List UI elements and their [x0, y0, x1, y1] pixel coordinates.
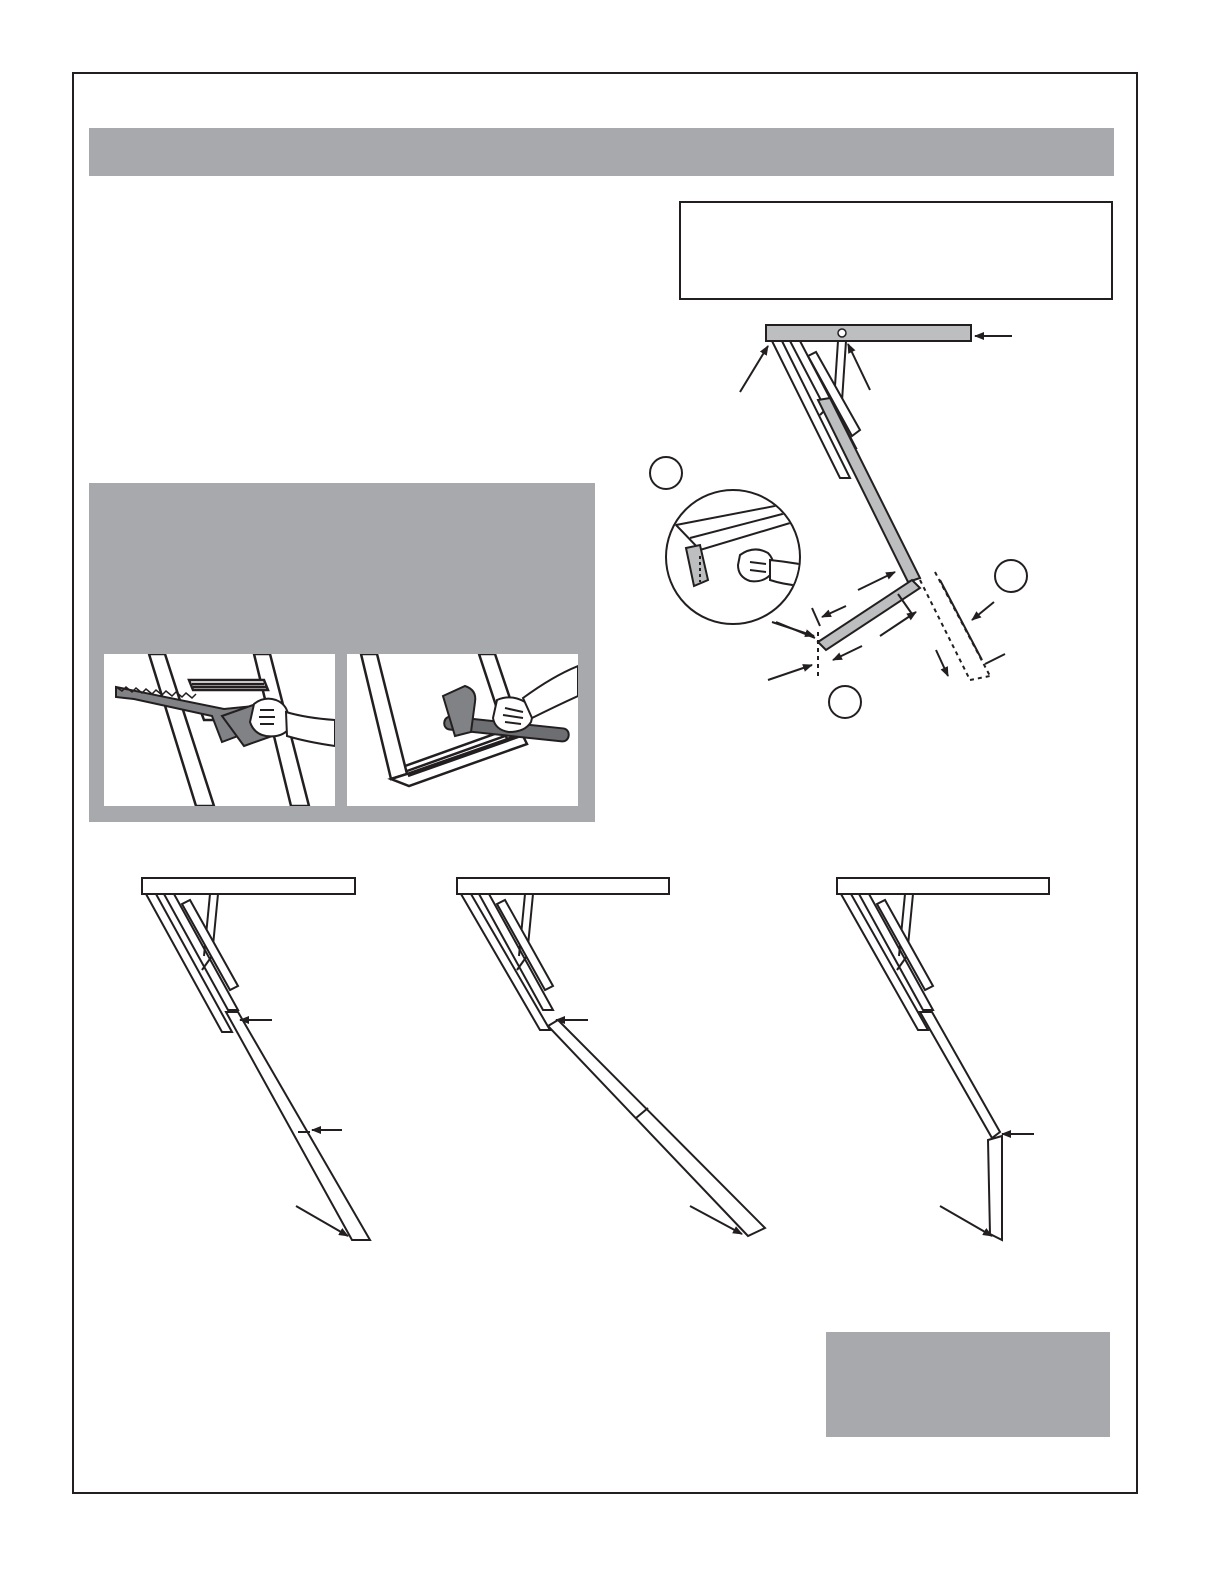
- variant-too-short: [837, 878, 1049, 1240]
- variant-correct-fit: [142, 878, 370, 1240]
- variant-too-long: [457, 878, 765, 1236]
